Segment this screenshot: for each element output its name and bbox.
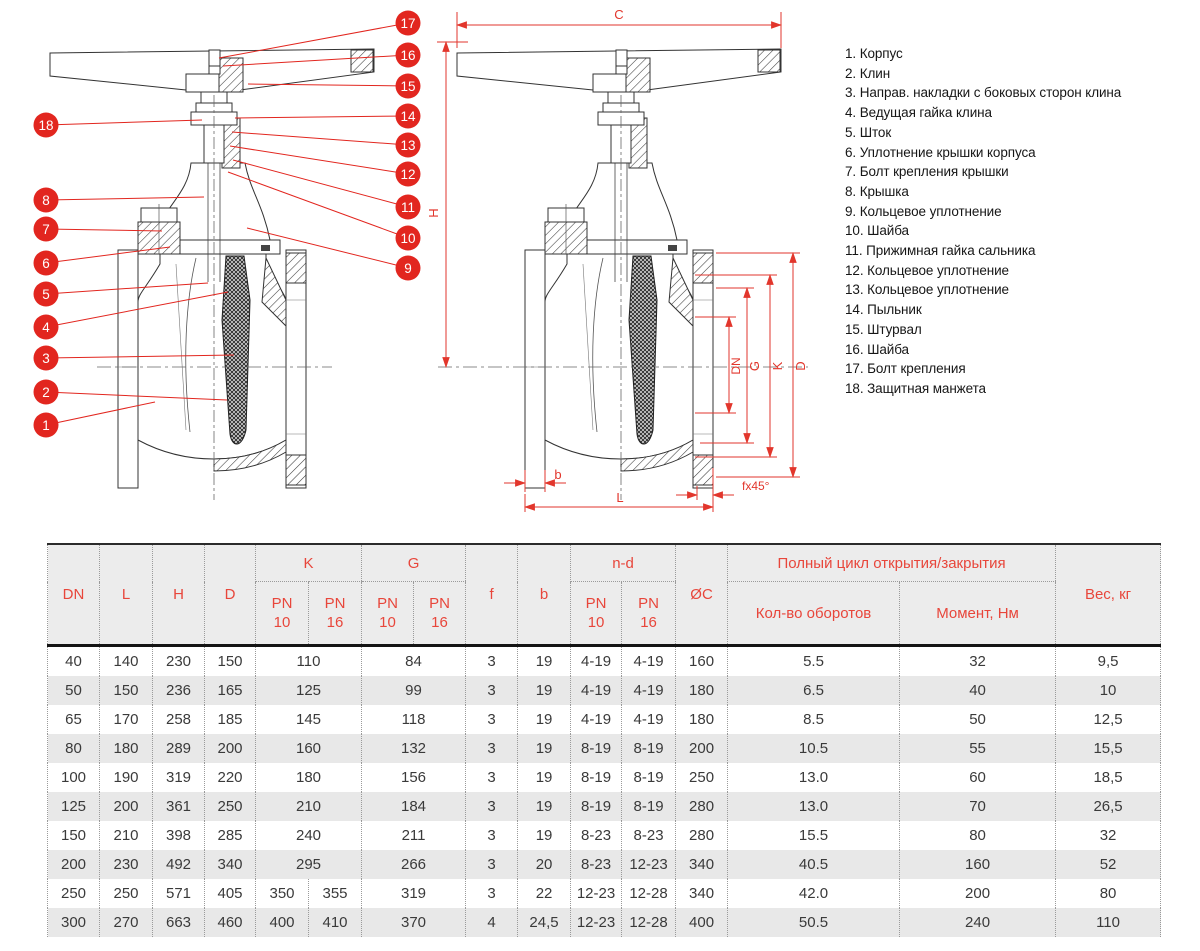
pn-label: PN: [429, 595, 450, 612]
pn-value: 10: [379, 614, 396, 631]
callout-number: 12: [400, 166, 416, 182]
table-cell: 250: [205, 792, 256, 821]
table-cell: 40.5: [728, 850, 900, 879]
col-header-turns: Кол-во оборотов: [728, 582, 900, 646]
table-cell: 270: [100, 908, 153, 937]
col-header-nd-pn10: [571, 582, 622, 646]
dim-label-d: D: [793, 361, 808, 371]
callout-number: 13: [400, 137, 416, 153]
dim-label-chamfer: fx45°: [742, 479, 770, 493]
table-cell: 118: [362, 705, 466, 734]
table-cell: 12-28: [622, 908, 676, 937]
table-cell: 289: [153, 734, 205, 763]
col-header-g-pn10: [362, 582, 414, 646]
parts-list: [845, 44, 1197, 399]
table-cell: 460: [205, 908, 256, 937]
table-cell: 340: [676, 879, 728, 908]
parts-list-item: 9. Кольцевое уплотнение: [845, 203, 1002, 219]
col-header-k-pn10: [256, 582, 309, 646]
table-cell: 319: [362, 879, 466, 908]
callout-number: 15: [400, 78, 416, 94]
table-cell: 20: [518, 850, 571, 879]
dim-label-h: H: [426, 208, 441, 218]
parts-list-item: 6. Уплотнение крышки корпуса: [845, 144, 1036, 160]
table-cell: 12-28: [622, 879, 676, 908]
dim-label-b: b: [554, 467, 562, 482]
table-cell: 200: [900, 879, 1056, 908]
table-cell: 42.0: [728, 879, 900, 908]
table-cell: 10.5: [728, 734, 900, 763]
table-cell: 200: [676, 734, 728, 763]
table-cell: 19: [518, 705, 571, 734]
table-cell: 180: [676, 705, 728, 734]
table-row: [48, 908, 1161, 937]
table-cell: 60: [900, 763, 1056, 792]
table-cell: 110: [1056, 908, 1161, 937]
callout-leader-line: [46, 120, 202, 125]
table-cell: 13.0: [728, 792, 900, 821]
col-header-dn: DN: [48, 544, 100, 646]
table-cell: 50.5: [728, 908, 900, 937]
parts-list-item: 5. Шток: [845, 124, 892, 140]
table-cell: 32: [1056, 821, 1161, 850]
table-cell: 12,5: [1056, 705, 1161, 734]
table-cell: 50: [48, 676, 100, 705]
table-cell: 80: [900, 821, 1056, 850]
spec-table-body: [48, 646, 1161, 938]
callout-number: 14: [400, 108, 416, 124]
table-cell: 12-23: [571, 879, 622, 908]
callout-leader-line: [230, 146, 408, 174]
table-cell: 40: [900, 676, 1056, 705]
pn-label: PN: [271, 595, 293, 612]
table-cell: 200: [100, 792, 153, 821]
callout-number: 2: [42, 384, 50, 400]
table-cell: 4: [466, 908, 518, 937]
table-cell: 9,5: [1056, 646, 1161, 677]
table-row: [48, 821, 1161, 850]
spec-table: [47, 543, 1161, 937]
table-cell: 400: [676, 908, 728, 937]
dim-label-k: K: [770, 361, 785, 371]
table-cell: 15.5: [728, 821, 900, 850]
table-cell: 355: [309, 879, 362, 908]
pn-value: 16: [640, 614, 657, 631]
table-row: [48, 676, 1161, 705]
parts-list-item: 4. Ведущая гайка клина: [845, 105, 992, 121]
table-cell: 10: [1056, 676, 1161, 705]
table-cell: 200: [205, 734, 256, 763]
parts-list-item: 8. Крышка: [845, 183, 909, 199]
table-cell: 70: [900, 792, 1056, 821]
table-cell: 18,5: [1056, 763, 1161, 792]
table-cell: 410: [309, 908, 362, 937]
table-cell: 180: [676, 676, 728, 705]
table-row: [48, 763, 1161, 792]
table-cell: 211: [362, 821, 466, 850]
table-cell: 3: [466, 763, 518, 792]
table-cell: 24,5: [518, 908, 571, 937]
parts-list-item: 13. Кольцевое уплотнение: [845, 282, 1009, 298]
parts-list-item: 11. Прижимная гайка сальника: [845, 243, 1036, 259]
callout-number: 11: [400, 199, 416, 215]
table-cell: 12-23: [571, 908, 622, 937]
table-cell: 8.5: [728, 705, 900, 734]
callout-leader-line: [46, 247, 170, 263]
table-cell: 230: [153, 646, 205, 677]
table-cell: 19: [518, 734, 571, 763]
table-cell: 4-19: [622, 705, 676, 734]
table-cell: 160: [900, 850, 1056, 879]
table-cell: 250: [48, 879, 100, 908]
table-cell: 250: [100, 879, 153, 908]
table-cell: 132: [362, 734, 466, 763]
table-cell: 184: [362, 792, 466, 821]
dim-label-c: C: [614, 7, 624, 22]
table-cell: 300: [48, 908, 100, 937]
table-cell: 240: [256, 821, 362, 850]
table-cell: 4-19: [622, 676, 676, 705]
table-cell: 3: [466, 734, 518, 763]
parts-list-item: 10. Шайба: [845, 223, 909, 239]
col-header-nd: n-d: [571, 544, 676, 582]
table-cell: 210: [256, 792, 362, 821]
table-cell: 8-23: [571, 821, 622, 850]
pn-value: 16: [326, 614, 344, 631]
col-header-k-pn16: [309, 582, 362, 646]
callout-number: 1: [42, 417, 50, 433]
table-cell: 280: [676, 792, 728, 821]
table-cell: 571: [153, 879, 205, 908]
table-cell: 99: [362, 676, 466, 705]
table-cell: 230: [100, 850, 153, 879]
table-cell: 266: [362, 850, 466, 879]
table-cell: 6.5: [728, 676, 900, 705]
callout-number: 9: [404, 260, 412, 276]
col-header-k: K: [256, 544, 362, 582]
table-cell: 180: [100, 734, 153, 763]
callout-number: 10: [400, 230, 416, 246]
table-cell: 150: [48, 821, 100, 850]
pn-value: 10: [273, 614, 291, 631]
pn-label: PN: [638, 595, 659, 612]
col-header-g-pn16: [414, 582, 466, 646]
callout-number: 5: [42, 286, 50, 302]
table-cell: 19: [518, 763, 571, 792]
table-cell: 319: [153, 763, 205, 792]
table-cell: 285: [205, 821, 256, 850]
table-cell: 5.5: [728, 646, 900, 677]
table-cell: 80: [48, 734, 100, 763]
table-cell: 398: [153, 821, 205, 850]
parts-list-item: 1. Корпус: [845, 46, 903, 61]
table-row: [48, 792, 1161, 821]
table-cell: 240: [900, 908, 1056, 937]
callout-number: 3: [42, 350, 50, 366]
parts-list-item: 16. Шайба: [845, 341, 909, 357]
table-row: [48, 705, 1161, 734]
table-cell: 8-23: [622, 821, 676, 850]
table-cell: 150: [205, 646, 256, 677]
parts-list-item: 15. Штурвал: [845, 321, 922, 337]
callout-number: 7: [42, 221, 50, 237]
callout-number: 4: [42, 319, 50, 335]
table-cell: 361: [153, 792, 205, 821]
table-cell: 3: [466, 646, 518, 677]
table-cell: 32: [900, 646, 1056, 677]
parts-list-item: 18. Защитная манжета: [845, 380, 986, 396]
table-cell: 3: [466, 821, 518, 850]
table-cell: 370: [362, 908, 466, 937]
table-cell: 210: [100, 821, 153, 850]
col-header-oc: ØC: [676, 544, 728, 646]
table-cell: 236: [153, 676, 205, 705]
table-cell: 3: [466, 676, 518, 705]
pn-label: PN: [377, 595, 398, 612]
table-cell: 400: [256, 908, 309, 937]
table-cell: 40: [48, 646, 100, 677]
parts-list-item: 2. Клин: [845, 65, 891, 81]
pn-value: 10: [587, 614, 605, 631]
table-cell: 50: [900, 705, 1056, 734]
table-cell: 185: [205, 705, 256, 734]
table-cell: 3: [466, 850, 518, 879]
table-cell: 15,5: [1056, 734, 1161, 763]
table-cell: 84: [362, 646, 466, 677]
pn-label: PN: [585, 595, 607, 612]
callout-number: 8: [42, 192, 50, 208]
table-cell: 52: [1056, 850, 1161, 879]
callout-number: 6: [42, 255, 50, 271]
table-cell: 55: [900, 734, 1056, 763]
col-header-b: b: [518, 544, 571, 646]
table-cell: 4-19: [622, 646, 676, 677]
valve-drawing: [0, 0, 840, 535]
table-cell: 180: [256, 763, 362, 792]
table-cell: 156: [362, 763, 466, 792]
table-row: [48, 879, 1161, 908]
dim-label-dn: DN: [729, 357, 743, 375]
table-cell: 492: [153, 850, 205, 879]
table-cell: 19: [518, 792, 571, 821]
table-cell: 13.0: [728, 763, 900, 792]
table-cell: 8-23: [571, 850, 622, 879]
col-header-h: H: [153, 544, 205, 646]
table-cell: 160: [256, 734, 362, 763]
col-header-l: L: [100, 544, 153, 646]
table-cell: 3: [466, 705, 518, 734]
parts-list-item: 12. Кольцевое уплотнение: [845, 262, 1009, 278]
table-cell: 22: [518, 879, 571, 908]
table-cell: 145: [256, 705, 362, 734]
table-cell: 8-19: [571, 734, 622, 763]
table-cell: 340: [205, 850, 256, 879]
table-cell: 80: [1056, 879, 1161, 908]
table-cell: 125: [256, 676, 362, 705]
table-cell: 19: [518, 676, 571, 705]
parts-list-item: 7. Болт крепления крышки: [845, 164, 1009, 180]
table-cell: 663: [153, 908, 205, 937]
table-cell: 8-19: [622, 734, 676, 763]
table-cell: 190: [100, 763, 153, 792]
table-row: [48, 734, 1161, 763]
spec-table-header: [48, 544, 1161, 646]
parts-list-item: 3. Направ. накладки с боковых сторон клина: [845, 85, 1122, 101]
table-cell: 280: [676, 821, 728, 850]
parts-list-item: 17. Болт крепления: [845, 361, 966, 377]
pn-value: 16: [431, 614, 448, 631]
table-cell: 19: [518, 646, 571, 677]
table-cell: 160: [676, 646, 728, 677]
table-cell: 140: [100, 646, 153, 677]
col-header-g: G: [362, 544, 466, 582]
table-cell: 4-19: [571, 705, 622, 734]
table-cell: 110: [256, 646, 362, 677]
callout-number: 16: [400, 47, 416, 63]
table-cell: 3: [466, 879, 518, 908]
table-cell: 150: [100, 676, 153, 705]
table-cell: 26,5: [1056, 792, 1161, 821]
col-header-d: D: [205, 544, 256, 646]
table-cell: 258: [153, 705, 205, 734]
table-cell: 170: [100, 705, 153, 734]
col-header-full-cycle: Полный цикл открытия/закрытия: [728, 544, 1056, 582]
table-cell: 350: [256, 879, 309, 908]
table-cell: 65: [48, 705, 100, 734]
col-header-weight: Вес, кг: [1056, 544, 1161, 646]
dim-label-g: G: [747, 360, 762, 372]
table-row: [48, 646, 1161, 677]
table-cell: 4-19: [571, 646, 622, 677]
callout-number: 18: [38, 117, 54, 133]
col-header-f: f: [466, 544, 518, 646]
table-cell: 125: [48, 792, 100, 821]
parts-list-item: 14. Пыльник: [845, 302, 922, 318]
table-cell: 12-23: [622, 850, 676, 879]
table-cell: 3: [466, 792, 518, 821]
table-cell: 8-19: [622, 763, 676, 792]
table-cell: 165: [205, 676, 256, 705]
table-cell: 220: [205, 763, 256, 792]
table-row: [48, 850, 1161, 879]
table-cell: 100: [48, 763, 100, 792]
table-cell: 340: [676, 850, 728, 879]
callout-leader-line: [235, 116, 408, 118]
callout-leader-line: [232, 132, 408, 145]
table-cell: 200: [48, 850, 100, 879]
col-header-nd-pn16: [622, 582, 676, 646]
table-cell: 295: [256, 850, 362, 879]
table-cell: 8-19: [571, 792, 622, 821]
callout-number: 17: [400, 15, 416, 31]
table-cell: 405: [205, 879, 256, 908]
pn-label: PN: [324, 595, 346, 612]
table-cell: 8-19: [622, 792, 676, 821]
table-cell: 4-19: [571, 676, 622, 705]
table-cell: 8-19: [571, 763, 622, 792]
col-header-torque: Момент, Нм: [900, 582, 1056, 646]
table-cell: 250: [676, 763, 728, 792]
table-cell: 19: [518, 821, 571, 850]
dim-label-l: L: [616, 490, 624, 505]
